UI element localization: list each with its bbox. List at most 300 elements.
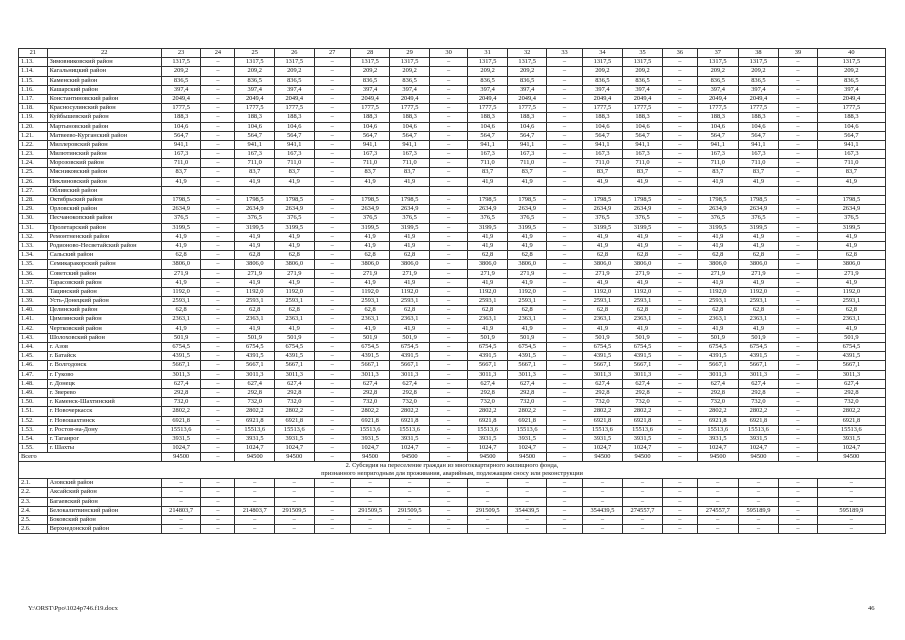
row-number: 1.20.	[19, 122, 48, 131]
value-cell: 1777,5	[697, 104, 738, 113]
value-cell: 1777,5	[582, 104, 623, 113]
value-cell	[314, 186, 350, 195]
value-cell: 564,7	[817, 131, 885, 140]
dash-cell: –	[547, 297, 582, 306]
total-value-cell: 94500	[350, 453, 390, 462]
dash-cell: –	[662, 150, 697, 159]
dash-cell: –	[314, 425, 350, 434]
value-cell: 2049,4	[582, 94, 623, 103]
row-name: Неклиновский район	[47, 177, 161, 186]
value-cell: 83,7	[738, 168, 779, 177]
value-cell: 1024,7	[623, 444, 663, 453]
value-cell: 6921,8	[697, 416, 738, 425]
value-cell	[623, 186, 663, 195]
value-cell: 292,8	[507, 388, 547, 397]
value-cell: 41,9	[390, 324, 430, 333]
value-cell: 1798,5	[697, 196, 738, 205]
dash-cell: –	[314, 122, 350, 131]
dash-cell: –	[507, 497, 547, 506]
value-cell: 6754,5	[468, 343, 508, 352]
value-cell: 41,9	[350, 177, 390, 186]
dash-cell: –	[582, 479, 623, 488]
row-number: 1.28.	[19, 196, 48, 205]
value-cell: 2049,4	[161, 94, 201, 103]
dash-cell: –	[314, 343, 350, 352]
value-cell: 1024,7	[468, 444, 508, 453]
row-number: 1.45.	[19, 352, 48, 361]
row-name: Тацинский район	[47, 287, 161, 296]
total-value-cell: 94500	[738, 453, 779, 462]
row-name: Орловский район	[47, 205, 161, 214]
value-cell: 41,9	[507, 177, 547, 186]
value-cell: –	[547, 506, 582, 515]
dash-cell: –	[662, 343, 697, 352]
value-cell: 2049,4	[738, 94, 779, 103]
dash-cell: –	[314, 388, 350, 397]
value-cell: 6754,5	[390, 343, 430, 352]
value-cell: 836,5	[390, 76, 430, 85]
dash-cell: –	[547, 76, 582, 85]
value-cell: 6754,5	[623, 343, 663, 352]
value-cell: 397,4	[697, 85, 738, 94]
row-number: 2.6.	[19, 525, 48, 534]
table-row	[19, 251, 886, 260]
value-cell: 1024,7	[275, 444, 315, 453]
value-cell: 732,0	[161, 398, 201, 407]
dash-cell: –	[779, 113, 817, 122]
section-title-line-2: признанного непригодным для проживания, аварийным, подлежащим сносу или реконструкции	[321, 470, 583, 478]
value-cell: 1798,5	[817, 196, 885, 205]
dash-cell: –	[662, 398, 697, 407]
column-number-cell: 37	[697, 49, 738, 58]
value-cell: 2049,4	[468, 94, 508, 103]
value-cell: 83,7	[582, 168, 623, 177]
dash-cell: –	[314, 260, 350, 269]
table-row	[19, 214, 886, 223]
value-cell: 15513,6	[161, 425, 201, 434]
value-cell: 1024,7	[350, 444, 390, 453]
value-cell: 2593,1	[582, 297, 623, 306]
row-name: Мясниковский район	[47, 168, 161, 177]
dash-cell: –	[779, 205, 817, 214]
dash-cell: –	[201, 315, 235, 324]
row-name: Милютинский район	[47, 150, 161, 159]
dash-cell: –	[201, 104, 235, 113]
dash-cell: –	[429, 67, 467, 76]
value-cell: 3806,0	[235, 260, 275, 269]
value-cell: 15513,6	[697, 425, 738, 434]
value-cell: 3931,5	[275, 434, 315, 443]
value-cell: 3806,0	[350, 260, 390, 269]
row-name: Матвеево-Курганский район	[47, 131, 161, 140]
dash-cell: –	[390, 488, 430, 497]
value-cell: 564,7	[235, 131, 275, 140]
value-cell: 1192,0	[697, 287, 738, 296]
table-row	[19, 131, 886, 140]
budget-table	[18, 48, 886, 534]
value-cell: 2363,1	[275, 315, 315, 324]
dash-cell: –	[662, 370, 697, 379]
value-cell: 5667,1	[817, 361, 885, 370]
value-cell: 83,7	[468, 168, 508, 177]
value-cell: 291509,5	[350, 506, 390, 515]
value-cell: 2363,1	[235, 315, 275, 324]
value-cell: 941,1	[582, 140, 623, 149]
value-cell: 376,5	[582, 214, 623, 223]
value-cell: 83,7	[697, 168, 738, 177]
value-cell: 2593,1	[161, 297, 201, 306]
value-cell: 376,5	[623, 214, 663, 223]
value-cell: 3011,3	[350, 370, 390, 379]
value-cell: 1317,5	[161, 58, 201, 67]
value-cell: –	[429, 506, 467, 515]
dash-cell: –	[429, 315, 467, 324]
value-cell: 6921,8	[817, 416, 885, 425]
row-number: 1.29.	[19, 205, 48, 214]
row-number: 1.21.	[19, 131, 48, 140]
value-cell: 209,2	[275, 67, 315, 76]
row-number: 1.15.	[19, 76, 48, 85]
value-cell: 376,5	[817, 214, 885, 223]
dash-cell: –	[662, 278, 697, 287]
value-cell: 711,0	[161, 159, 201, 168]
dash-cell: –	[779, 278, 817, 287]
value-cell	[201, 186, 235, 195]
dash-cell: –	[201, 333, 235, 342]
value-cell: 501,9	[738, 333, 779, 342]
dash-cell: –	[662, 122, 697, 131]
dash-cell: –	[314, 333, 350, 342]
value-cell: 62,8	[507, 251, 547, 260]
dash-cell: –	[662, 379, 697, 388]
value-cell: 941,1	[623, 140, 663, 149]
value-cell: 376,5	[235, 214, 275, 223]
value-cell: 41,9	[738, 177, 779, 186]
value-cell: 5667,1	[738, 361, 779, 370]
row-name: г. Новочеркасск	[47, 407, 161, 416]
value-cell: 291509,5	[390, 506, 430, 515]
value-cell: 732,0	[738, 398, 779, 407]
value-cell: 501,9	[817, 333, 885, 342]
value-cell: 209,2	[623, 67, 663, 76]
dash-cell: –	[429, 196, 467, 205]
dash-cell: –	[623, 525, 663, 534]
dash-cell: –	[429, 306, 467, 315]
value-cell: 209,2	[161, 67, 201, 76]
row-name: Сальский район	[47, 251, 161, 260]
column-number-header-row	[19, 49, 886, 58]
table-row	[19, 177, 886, 186]
value-cell: 292,8	[161, 388, 201, 397]
value-cell: 1192,0	[738, 287, 779, 296]
value-cell: 104,6	[582, 122, 623, 131]
dash-cell: –	[429, 58, 467, 67]
value-cell: 3806,0	[817, 260, 885, 269]
value-cell: 376,5	[161, 214, 201, 223]
value-cell: 711,0	[738, 159, 779, 168]
value-cell: 83,7	[623, 168, 663, 177]
value-cell: 41,9	[161, 241, 201, 250]
table-row	[19, 76, 886, 85]
column-number-cell: 36	[662, 49, 697, 58]
value-cell: 41,9	[468, 241, 508, 250]
value-cell: 62,8	[235, 306, 275, 315]
value-cell	[390, 186, 430, 195]
dash-cell: –	[429, 150, 467, 159]
dash-cell: –	[314, 370, 350, 379]
value-cell: 271,9	[235, 269, 275, 278]
table-row	[19, 333, 886, 342]
dash-cell: –	[429, 251, 467, 260]
value-cell: 188,3	[507, 113, 547, 122]
value-cell: 188,3	[468, 113, 508, 122]
dash-cell: –	[201, 94, 235, 103]
row-number: 1.54.	[19, 434, 48, 443]
total-value-cell: 94500	[697, 453, 738, 462]
value-cell: 167,3	[390, 150, 430, 159]
value-cell: 271,9	[817, 269, 885, 278]
row-name: г. Азов	[47, 343, 161, 352]
value-cell: 5667,1	[623, 361, 663, 370]
value-cell: 3011,3	[623, 370, 663, 379]
value-cell: 209,2	[350, 67, 390, 76]
row-name: Чертковский район	[47, 324, 161, 333]
dash-cell: –	[350, 479, 390, 488]
dash-cell: –	[161, 479, 201, 488]
value-cell: 62,8	[390, 306, 430, 315]
value-cell: 1317,5	[350, 58, 390, 67]
value-cell: 711,0	[468, 159, 508, 168]
value-cell: 732,0	[275, 398, 315, 407]
row-number: 1.50.	[19, 398, 48, 407]
dash-cell: –	[779, 343, 817, 352]
table-row	[19, 398, 886, 407]
value-cell: 15513,6	[507, 425, 547, 434]
row-name: Ремонтненский район	[47, 232, 161, 241]
value-cell: 104,6	[275, 122, 315, 131]
column-number-cell: 28	[350, 49, 390, 58]
dash-cell: –	[201, 85, 235, 94]
value-cell: 5667,1	[697, 361, 738, 370]
value-cell: –	[201, 506, 235, 515]
dash-cell: –	[314, 214, 350, 223]
dash-cell: –	[547, 85, 582, 94]
value-cell: 2049,4	[623, 94, 663, 103]
row-number: 1.30.	[19, 214, 48, 223]
table-row	[19, 361, 886, 370]
row-name: г. Ростов-на-Дону	[47, 425, 161, 434]
value-cell: 711,0	[582, 159, 623, 168]
value-cell: 41,9	[582, 241, 623, 250]
value-cell: 711,0	[507, 159, 547, 168]
value-cell: 501,9	[697, 333, 738, 342]
dash-cell: –	[662, 140, 697, 149]
value-cell: 292,8	[817, 388, 885, 397]
dash-cell: –	[507, 516, 547, 525]
dash-cell: –	[662, 444, 697, 453]
value-cell: 3806,0	[390, 260, 430, 269]
value-cell	[161, 186, 201, 195]
value-cell: 62,8	[507, 306, 547, 315]
dash-cell: –	[314, 352, 350, 361]
value-cell: 3931,5	[738, 434, 779, 443]
row-name: Красносулинский район	[47, 104, 161, 113]
value-cell: 209,2	[507, 67, 547, 76]
value-cell: 397,4	[507, 85, 547, 94]
value-cell: 2802,2	[817, 407, 885, 416]
dash-cell: –	[429, 287, 467, 296]
value-cell: 2363,1	[623, 315, 663, 324]
dash-cell: –	[429, 76, 467, 85]
dash-cell: –	[390, 525, 430, 534]
value-cell: 41,9	[468, 232, 508, 241]
value-cell: 104,6	[507, 122, 547, 131]
table-row	[19, 186, 886, 195]
value-cell: 397,4	[390, 85, 430, 94]
row-number: 1.19.	[19, 113, 48, 122]
value-cell: 271,9	[390, 269, 430, 278]
table-row	[19, 407, 886, 416]
value-cell: 4391,5	[623, 352, 663, 361]
dash-cell: –	[314, 241, 350, 250]
dash-cell: –	[662, 67, 697, 76]
dash-cell: –	[314, 453, 350, 462]
value-cell: 4391,5	[582, 352, 623, 361]
dash-cell: –	[314, 104, 350, 113]
table-row	[19, 104, 886, 113]
value-cell: 2802,2	[738, 407, 779, 416]
value-cell: 209,2	[468, 67, 508, 76]
value-cell: 209,2	[697, 67, 738, 76]
row-number: 1.42.	[19, 324, 48, 333]
dash-cell: –	[662, 94, 697, 103]
dash-cell: –	[662, 251, 697, 260]
value-cell: 5667,1	[582, 361, 623, 370]
value-cell: 188,3	[623, 113, 663, 122]
value-cell: 564,7	[275, 131, 315, 140]
value-cell: 2634,9	[468, 205, 508, 214]
dash-cell: –	[429, 297, 467, 306]
value-cell: 62,8	[161, 251, 201, 260]
value-cell: 209,2	[817, 67, 885, 76]
value-cell: 271,9	[350, 269, 390, 278]
dash-cell: –	[779, 388, 817, 397]
value-cell: 2802,2	[697, 407, 738, 416]
dash-cell: –	[547, 361, 582, 370]
value-cell: 376,5	[738, 214, 779, 223]
dash-cell: –	[314, 306, 350, 315]
value-cell: 397,4	[623, 85, 663, 94]
column-number-cell: 23	[161, 49, 201, 58]
dash-cell: –	[779, 361, 817, 370]
value-cell: 564,7	[697, 131, 738, 140]
dash-cell: –	[662, 76, 697, 85]
table-row	[19, 94, 886, 103]
value-cell: 2593,1	[697, 297, 738, 306]
value-cell: 4391,5	[738, 352, 779, 361]
table-row	[19, 425, 886, 434]
table-row	[19, 159, 886, 168]
value-cell: 62,8	[582, 251, 623, 260]
value-cell: 292,8	[235, 388, 275, 397]
column-number-cell: 29	[390, 49, 430, 58]
dash-cell: –	[779, 223, 817, 232]
dash-cell: –	[662, 177, 697, 186]
value-cell: 41,9	[697, 324, 738, 333]
value-cell: 376,5	[350, 214, 390, 223]
value-cell: 711,0	[623, 159, 663, 168]
value-cell: 2593,1	[468, 297, 508, 306]
table-row	[19, 278, 886, 287]
value-cell: 62,8	[738, 251, 779, 260]
dash-cell: –	[547, 370, 582, 379]
value-cell: 41,9	[623, 241, 663, 250]
dash-cell: –	[275, 488, 315, 497]
table-row	[19, 168, 886, 177]
dash-cell: –	[201, 444, 235, 453]
dash-cell: –	[547, 434, 582, 443]
dash-cell: –	[350, 516, 390, 525]
dash-cell: –	[547, 214, 582, 223]
value-cell: 41,9	[275, 324, 315, 333]
value-cell: 271,9	[738, 269, 779, 278]
dash-cell: –	[429, 444, 467, 453]
row-number: 1.32.	[19, 232, 48, 241]
value-cell: 15513,6	[582, 425, 623, 434]
value-cell: 2363,1	[697, 315, 738, 324]
value-cell: 2363,1	[817, 315, 885, 324]
dash-cell: –	[429, 379, 467, 388]
dash-cell: –	[738, 516, 779, 525]
value-cell: 209,2	[582, 67, 623, 76]
value-cell: 188,3	[817, 113, 885, 122]
value-cell: 627,4	[468, 379, 508, 388]
dash-cell: –	[547, 251, 582, 260]
value-cell: 167,3	[235, 150, 275, 159]
value-cell: 941,1	[738, 140, 779, 149]
table-row	[19, 352, 886, 361]
value-cell: 2802,2	[275, 407, 315, 416]
value-cell: 41,9	[161, 278, 201, 287]
row-number: 1.36.	[19, 269, 48, 278]
dash-cell: –	[779, 122, 817, 131]
dash-cell: –	[779, 58, 817, 67]
row-name: Кашарский район	[47, 85, 161, 94]
value-cell: 3199,5	[623, 223, 663, 232]
dash-cell: –	[314, 416, 350, 425]
value-cell: 274557,7	[697, 506, 738, 515]
value-cell: 62,8	[350, 306, 390, 315]
value-cell: 188,3	[582, 113, 623, 122]
dash-cell: –	[662, 159, 697, 168]
value-cell: 214803,7	[235, 506, 275, 515]
row-number: 1.23.	[19, 150, 48, 159]
row-name: Пролетарский район	[47, 223, 161, 232]
value-cell: 2593,1	[738, 297, 779, 306]
dash-cell: –	[779, 352, 817, 361]
dash-cell: –	[201, 205, 235, 214]
value-cell: 4391,5	[697, 352, 738, 361]
dash-cell: –	[314, 407, 350, 416]
value-cell: 501,9	[507, 333, 547, 342]
dash-cell: –	[429, 140, 467, 149]
total-row	[19, 453, 886, 462]
value-cell: 2049,4	[390, 94, 430, 103]
dash-cell: –	[201, 297, 235, 306]
value-cell: 5667,1	[507, 361, 547, 370]
value-cell: 1798,5	[507, 196, 547, 205]
dash-cell: –	[314, 324, 350, 333]
